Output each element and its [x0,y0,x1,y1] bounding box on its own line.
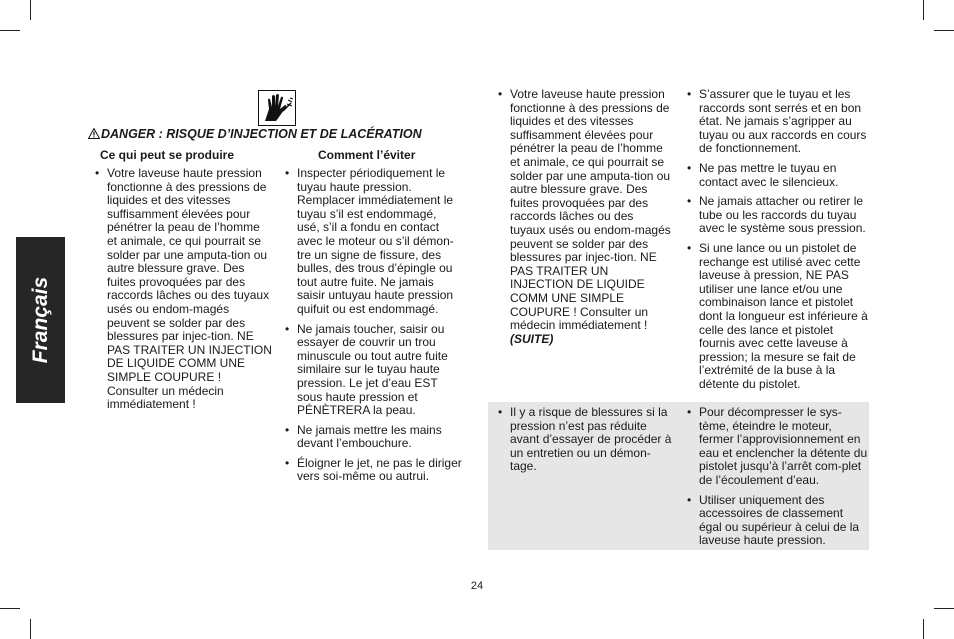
crop-mark [934,30,954,31]
page-number: 24 [470,580,484,592]
danger-heading [88,127,422,141]
list-item: • Ne pas mettre le tuyau en contact avec le silencieux. [686,162,868,189]
column-heading-how: Comment l’éviter [318,148,416,162]
list-item: • Ne jamais mettre les mains devant l’embouchure. [284,424,462,451]
crop-mark [0,30,20,31]
right-how-column-2 [686,406,868,554]
language-tab [16,237,65,403]
language-tab-label: Français [28,276,52,364]
continued-label: (SUITE) [510,331,554,346]
danger-heading-text: DANGER : RISQUE D’INJECTION ET DE LACÉRATION [101,127,422,141]
crop-mark [30,619,31,639]
right-what-column-2 [497,406,672,480]
list-item: • Ne jamais toucher, saisir ou essayer de couvrir un trou minuscule ou tout autre fuite similaire sur le tuyau haute pression. Le jet d’eau EST sous haute pression et PÉNÈTRERA la peau. [284,323,462,418]
crop-mark [30,0,31,20]
list-item: • Si une lance ou un pistolet de rechange est utilisé avec cette laveuse à pression, NE PAS utiliser une lance et/ou une combinaison lance et pistolet dont la longueur est inférieure à celle des lance et pistolet fournis avec cette laveuse à pression; la mesure se fait de l’extrémité de la buse à la détente du pistolet. [686,242,868,392]
list-item: • Utiliser uniquement des accessoires de classement égal ou supérieur à celui de la laveuse haute pression. [686,494,868,548]
list-item-text: Votre laveuse haute pression fonctionne à des pressions de liquides et des vitesses suffisamment élevées pour pénétrer la peau de l’homme et animale, ce qui pourrait se solder par une amputa-tion ou autre blessure grave. Des fuites provoquées par des raccords lâches ou des tuyaux usés ou endom-magés peuvent se solder par des blessures par injec-tion. NE PAS TRAITER UN INJECTION DE LIQUIDE COMM UNE SIMPLE COUPURE ! Consulter un médecin immédiatement ! [510,87,671,333]
crop-mark [934,608,954,609]
list-item: • Votre laveuse haute pression fonctionne à des pressions de liquides et des vitesses suffisamment élevées pour pénétrer la peau de l’homme et animale, ce qui pourrait se solder par une amputa-tion ou autre blessure grave. Des fuites provoquées par des raccords lâches ou des tuyaux usés ou endom-magés peuvent se solder par des blessures par injec-tion. NE PAS TRAITER UN INJECTION DE LIQUIDE COMM UNE SIMPLE COUPURE ! Consulter un médecin immédiatement ! [94,167,272,412]
right-what-column [497,88,672,352]
crop-mark [923,619,924,639]
warning-triangle-icon [88,128,100,139]
list-item: • Éloigner le jet, ne pas le diriger vers soi-même ou autrui. [284,457,462,484]
left-what-column [94,167,272,418]
right-how-column [686,88,868,397]
list-item: • Inspecter périodiquement le tuyau haute pression. Remplacer immédiatement le tuyau s’il est endommagé, usé, s’il a fondu en contact avec le moteur ou s’il démon-tre un signe de fissure, des bulles, des trous d’épingle ou tout autre fuite. Ne jamais saisir untuyau haute pression quifuit ou est endommagé. [284,167,462,317]
list-item: • Il y a risque de blessures si la pression n’est pas réduite avant d’essayer de procéder à un entretien ou un démon-tage. [497,406,672,474]
hand-injection-hazard-icon [258,90,296,126]
list-item: • S’assurer que le tuyau et les raccords sont serrés et en bon état. Ne jamais s’agripper au tuyau ou aux raccords en cours de fonctionnement. [686,88,868,156]
crop-mark [923,0,924,20]
list-item: • Ne jamais attacher ou retirer le tube ou les raccords du tuyau avec le système sous pression. [686,195,868,236]
list-item [497,88,672,346]
left-how-column [284,167,462,490]
crop-mark [0,608,20,609]
column-heading-what: Ce qui peut se produire [100,148,235,162]
list-item: • Pour décompresser le sys-tème, éteindre le moteur, fermer l’approvisionnement en eau et enclencher la détente du pistolet jusqu’à l’arrêt com-plet de l’écoulement d’eau. [686,406,868,488]
